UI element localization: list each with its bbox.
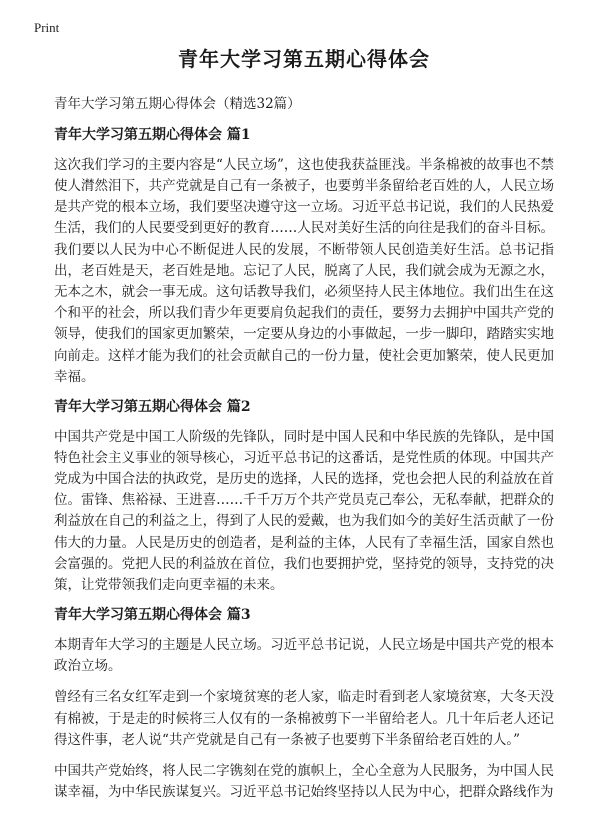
paragraph: 本期青年大学习的主题是人民立场。习近平总书记说，人民立场是中国共产党的根本政治立场。: [54, 636, 554, 675]
document-subtitle: 青年大学习第五期心得体会（精选32篇）: [54, 96, 301, 112]
document: [54, 46, 554, 813]
section-heading: 青年大学习第五期心得体会 篇3: [54, 607, 251, 624]
document-title: 青年大学习第五期心得体会: [178, 47, 430, 71]
section-heading: 青年大学习第五期心得体会 篇1: [54, 127, 251, 144]
section-1: [54, 126, 554, 388]
section-3: [54, 606, 554, 803]
paragraph: 这次我们学习的主要内容是“人民立场”，这也使我获益匪浅。半条棉被的故事也不禁使人潸然泪下，共产党就是自己有一条被子，也要剪半条留给老百姓的人，人民立场是共产党的根本立场，我们要坚决遵守这一立场。习近平总书记说，我们的人民热爱生活，我们的人民要受到更好的教育……人民对美好生活的向往是我们的奋斗目标。我们要以人民为中心不断促进人民的发展，不断带领人民创造美好生活。总书记指出，老百姓是天，老百姓是地。忘记了人民，脱离了人民，我们就会成为无源之水，无本之木，就会一事无成。这句话教导我们，必须坚持人民主体地位。我们出生在这个和平的社会，所以我们青少年更要肩负起我们的责任，要努力去拥护中国共产党的领导，使我们的国家更加繁荣，一定要从身边的小事做起，一步一脚印，踏踏实实地向前走。这样才能为我们的社会贡献自己的一份力量，使社会更加繁荣，使人民更加幸福。: [54, 156, 554, 385]
section-heading: 青年大学习第五期心得体会 篇2: [54, 399, 251, 416]
paragraph: 中国共产党始终，将人民二字镌刻在党的旗帜上，全心全意为人民服务，为中国人民谋幸福，为中华民族谋复兴。习近平总书记始终坚持以人民为中心，把群众路线作为: [54, 762, 554, 801]
paragraph: 曾经有三名女红军走到一个家境贫寒的老人家，临走时看到老人家境贫寒，大冬天没有棉被，于是走的时候将三人仅有的一条棉被剪下一半留给老人。几十年后老人还记得这件事，老人说“共产党就是自己有一条被子也要剪下半条留给老百姓的人。”: [54, 689, 554, 748]
section-2: [54, 398, 554, 596]
paragraph: 中国共产党是中国工人阶级的先锋队，同时是中国人民和中华民族的先锋队，是中国特色社会主义事业的领导核心，习近平总书记的这番话，是党性质的体现。中国共产党成为中国合法的执政党，是历史的选择，人民的选择，党也会把人民的利益放在首位。雷锋、焦裕禄、王进喜……千千万万个共产党员克己奉公，无私奉献，把群众的利益放在自己的利益之上，得到了人民的爱戴，也为我们如今的美好生活贡献了一份伟大的力量。人民是历史的创造者，是利益的主体，人民有了幸福生活，国家自然也会富强的。党把人民的利益放在首位，我们也要拥护党，坚持党的领导，支持党的决策，让党带领我们走向更幸福的未来。: [54, 428, 554, 594]
print-link[interactable]: Print: [34, 20, 60, 35]
